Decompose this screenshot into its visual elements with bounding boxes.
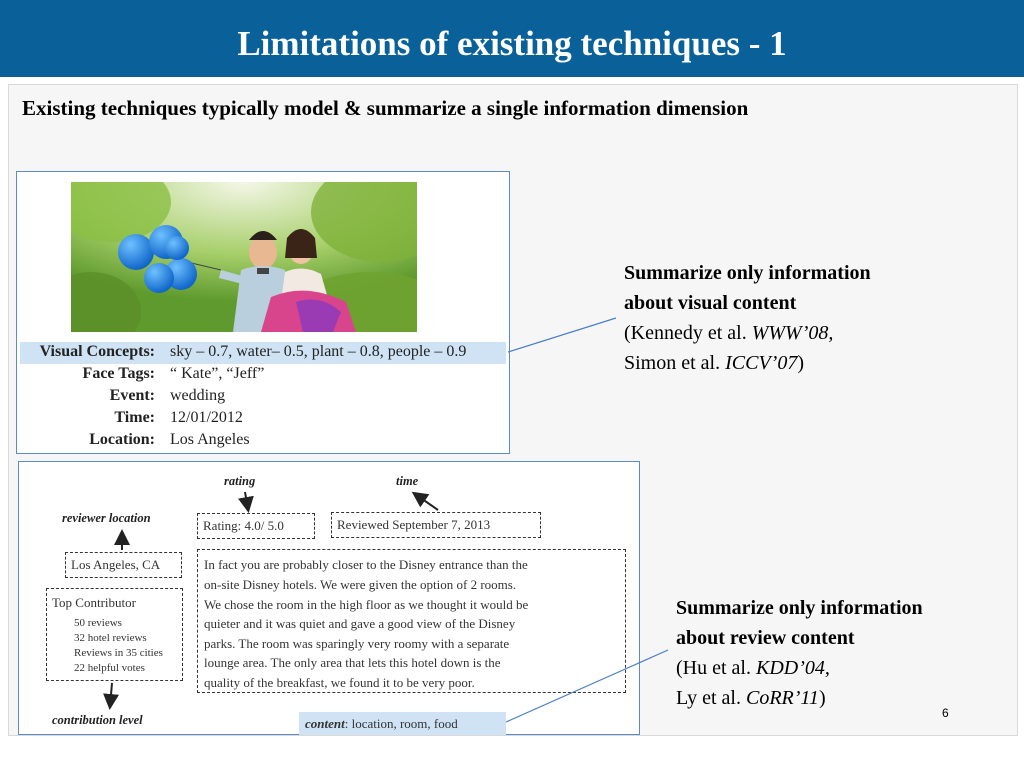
note-visual-cite1	[624, 322, 833, 344]
note-review-cite2	[676, 687, 826, 709]
review-line: on-site Disney hotels. We were given the option of 2 rooms.	[204, 577, 517, 592]
content-values: : location, room, food	[344, 716, 458, 731]
arrow-rating	[245, 492, 248, 509]
contributor-title: Top Contributor	[52, 595, 136, 610]
cite-venue: KDD’04,	[755, 657, 830, 679]
rating-value: Rating: 4.0/ 5.0	[203, 518, 284, 533]
cite-venue: WWW’08,	[751, 322, 834, 344]
contributor-line: Reviews in 35 cities	[74, 647, 163, 659]
contributor-line: 22 helpful votes	[74, 662, 145, 674]
lead-statement: Existing techniques typically model & summarize a single information dimension	[22, 96, 749, 120]
review-connector	[506, 650, 668, 722]
tag-reviewer-location: reviewer location	[62, 511, 151, 525]
meta-key: Visual Concepts:	[39, 343, 155, 360]
tag-content: content	[305, 716, 345, 731]
arrow-contribution-level	[110, 683, 112, 706]
review-line: parks. The room was sparingly very roomy with a separate	[204, 636, 510, 651]
meta-value: “ Kate”, “Jeff”	[170, 365, 265, 382]
meta-key: Event:	[109, 387, 155, 404]
meta-value: Los Angeles	[170, 431, 250, 448]
review-line: In fact you are probably closer to the Disney entrance than the	[204, 557, 528, 572]
meta-value: 12/01/2012	[170, 409, 243, 426]
cite-authors: (Kennedy et al.	[624, 322, 752, 344]
reviewer-location: Los Angeles, CA	[71, 557, 161, 572]
meta-key: Location:	[89, 431, 155, 448]
note-visual-line1: Summarize only information	[624, 262, 871, 284]
contributor-line: 50 reviews	[74, 617, 122, 629]
cite-venue: CoRR’11	[745, 687, 819, 709]
arrow-time	[415, 494, 438, 510]
visual-connector	[508, 318, 616, 352]
note-visual	[624, 258, 871, 378]
meta-value: wedding	[170, 387, 226, 404]
cite-authors: (Hu et al.	[676, 657, 756, 679]
tag-time: time	[396, 474, 419, 488]
slide-title: Limitations of existing techniques - 1	[237, 24, 787, 63]
cite-close: )	[797, 352, 804, 374]
review-line: quieter and it was quiet and gave a good view of the Disney	[204, 616, 516, 631]
cite-authors: Ly et al.	[676, 687, 746, 709]
reviewed-date: Reviewed September 7, 2013	[337, 517, 491, 532]
note-review-cite1	[676, 657, 830, 679]
meta-value: sky – 0.7, water– 0.5, plant – 0.8, people – 0.9	[170, 343, 467, 360]
review-line: quality of the breakfast, we found it to be very poor.	[204, 675, 475, 690]
meta-key: Face Tags:	[82, 365, 155, 382]
note-review	[676, 593, 923, 713]
note-review-line2: about review content	[676, 627, 855, 649]
review-line: We chose the room in the high floor as we thought it would be	[204, 597, 529, 612]
tag-rating: rating	[224, 474, 256, 488]
contributor-line: 32 hotel reviews	[74, 632, 147, 644]
tag-contribution-level: contribution level	[52, 713, 143, 727]
meta-key: Time:	[114, 409, 155, 426]
page-number: 6	[942, 706, 949, 720]
cite-close: )	[818, 687, 826, 709]
note-visual-cite2	[624, 352, 804, 374]
note-review-line1: Summarize only information	[676, 597, 923, 619]
cite-authors: Simon et al.	[624, 352, 726, 374]
review-line: lounge area. The only area that lets this hotel down is the	[204, 655, 501, 670]
note-visual-line2: about visual content	[624, 292, 797, 314]
cite-venue: ICCV’07	[725, 352, 798, 374]
